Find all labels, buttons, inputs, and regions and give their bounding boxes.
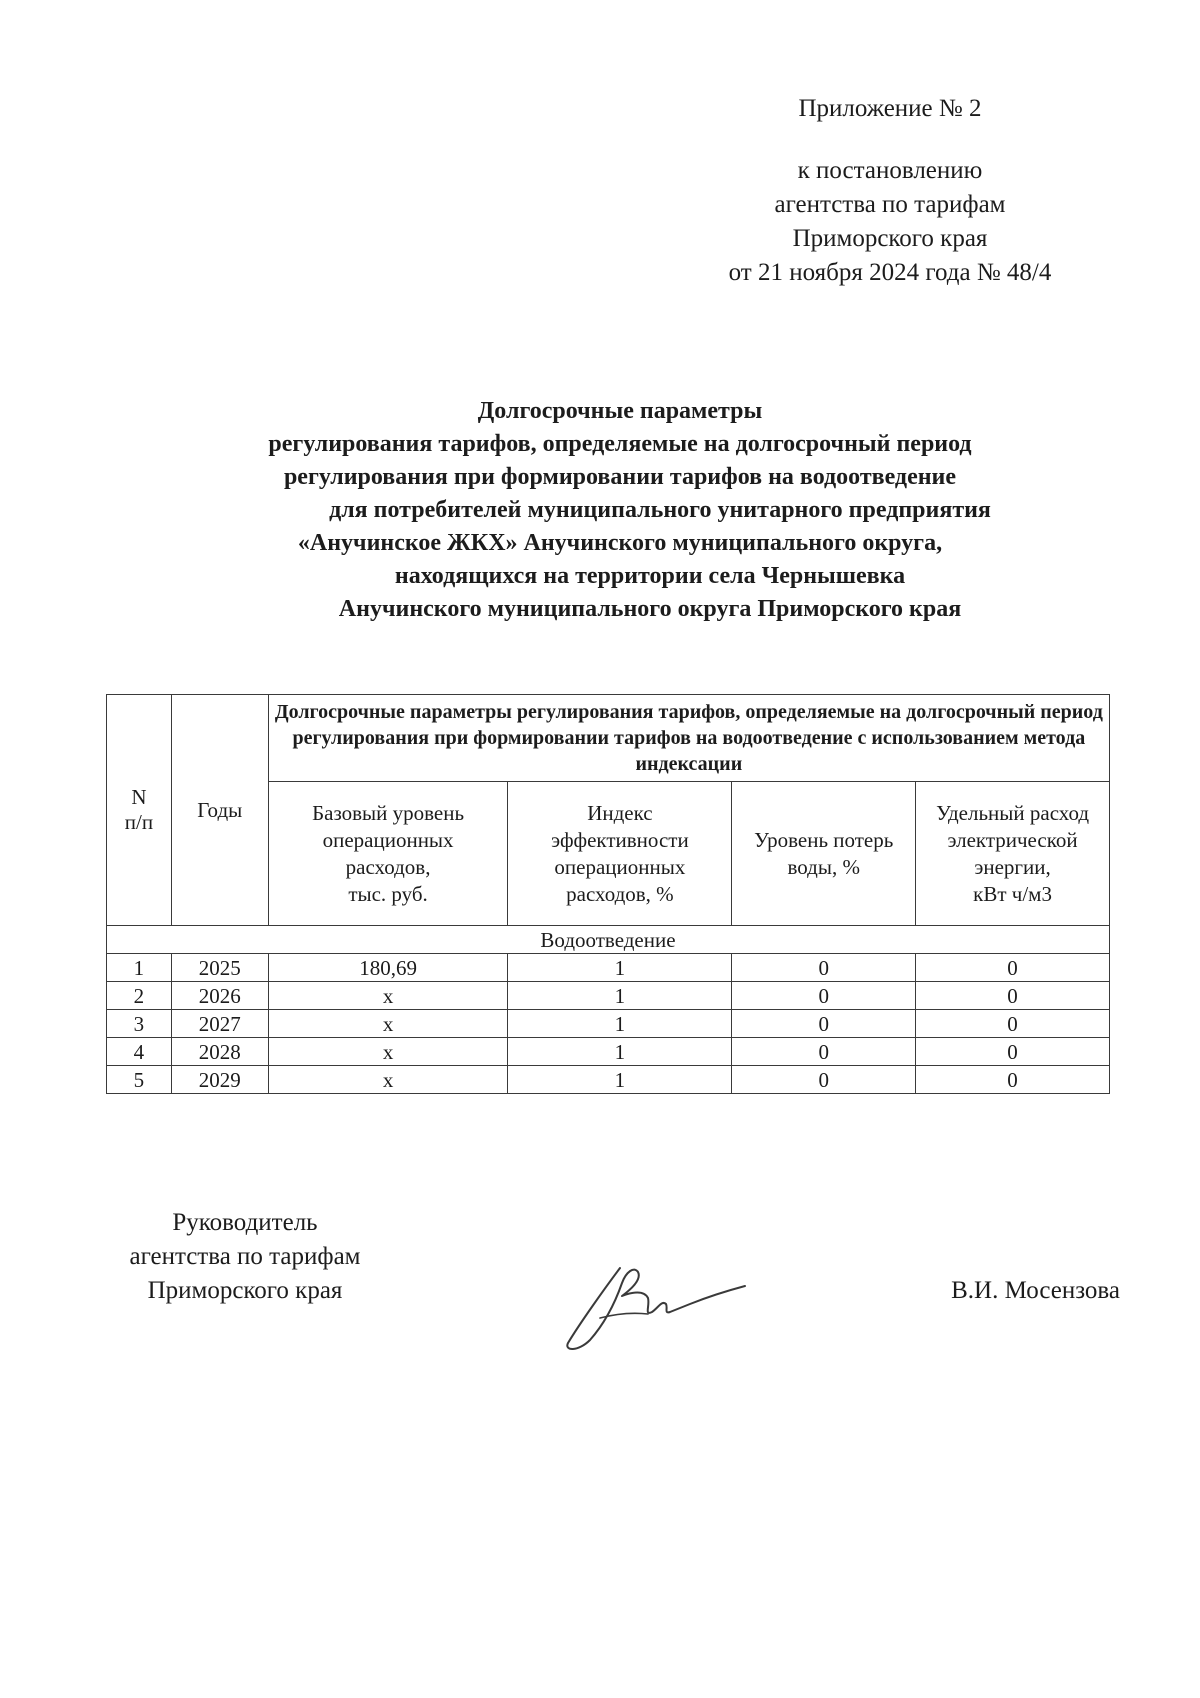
table-row [107, 1038, 1110, 1066]
annex-date-line: от 21 ноября 2024 года № 48/4 [728, 259, 1052, 286]
annex-line: агентства по тарифам [774, 191, 1006, 218]
cell-index: 1 [508, 1066, 732, 1094]
header-group: Долгосрочные параметры регулирования тарифов, определяемые на долгосрочный период регулирования при формировании тарифов на водоотведение с использованием метода индексации [268, 695, 1109, 782]
cell-base: x [268, 1038, 508, 1066]
cell-year: 2025 [171, 954, 268, 982]
cell-losses: 0 [732, 1066, 916, 1094]
annex-line: к постановлению [797, 157, 983, 184]
signatory-role [110, 1206, 380, 1308]
role-line: Руководитель [172, 1209, 318, 1236]
table-row [107, 954, 1110, 982]
cell-index: 1 [508, 1010, 732, 1038]
role-line: агентства по тарифам [129, 1243, 361, 1270]
cell-base: 180,69 [268, 954, 508, 982]
cell-year: 2028 [171, 1038, 268, 1066]
cell-year: 2027 [171, 1010, 268, 1038]
title-line: регулирования тарифов, определяемые на долгосрочный период [268, 431, 972, 457]
cell-index: 1 [508, 954, 732, 982]
header-energy-consumption: Удельный расход электрической энергии, кВт ч/м3 [916, 782, 1110, 926]
cell-number: 1 [107, 954, 172, 982]
header-efficiency-index: Индекс эффективности операционных расходов, % [508, 782, 732, 926]
cell-number: 3 [107, 1010, 172, 1038]
title-line: регулирования при формировании тарифов на водоотведение [283, 464, 957, 490]
annex-line: Приморского края [792, 225, 988, 252]
title-line: «Анучинское ЖКХ» Анучинского муниципального округа, [297, 530, 943, 556]
cell-base: x [268, 1010, 508, 1038]
title-line: находящихся на территории села Чернышевка [394, 563, 906, 589]
cell-year: 2026 [171, 982, 268, 1010]
cell-number: 2 [107, 982, 172, 1010]
cell-year: 2029 [171, 1066, 268, 1094]
header-year: Годы [171, 695, 268, 926]
cell-losses: 0 [732, 1010, 916, 1038]
cell-base: x [268, 982, 508, 1010]
annex-block [700, 92, 1080, 290]
header-base-level: Базовый уровень операционных расходов, тыс. руб. [268, 782, 508, 926]
document-title [150, 395, 1090, 626]
table-row [107, 982, 1110, 1010]
cell-index: 1 [508, 982, 732, 1010]
cell-energy: 0 [916, 954, 1110, 982]
cell-energy: 0 [916, 982, 1110, 1010]
table-row [107, 1066, 1110, 1094]
cell-number: 4 [107, 1038, 172, 1066]
cell-number: 5 [107, 1066, 172, 1094]
section-row: Водоотведение [107, 926, 1110, 954]
header-number: N п/п [107, 695, 172, 926]
annex-title: Приложение № 2 [798, 95, 982, 122]
table-row [107, 1010, 1110, 1038]
role-line: Приморского края [147, 1277, 343, 1304]
signatory-name: В.И. Мосензова [951, 1277, 1120, 1304]
header-water-losses: Уровень потерь воды, % [732, 782, 916, 926]
handwritten-signature [560, 1248, 750, 1358]
cell-index: 1 [508, 1038, 732, 1066]
cell-losses: 0 [732, 954, 916, 982]
title-line: для потребителей муниципального унитарного предприятия [329, 497, 991, 523]
cell-losses: 0 [732, 1038, 916, 1066]
cell-losses: 0 [732, 982, 916, 1010]
cell-energy: 0 [916, 1066, 1110, 1094]
cell-base: x [268, 1066, 508, 1094]
title-line: Анучинского муниципального округа Приморского края [338, 596, 962, 622]
title-line: Долгосрочные параметры [477, 398, 763, 424]
parameters-table [106, 694, 1110, 1094]
cell-energy: 0 [916, 1038, 1110, 1066]
cell-energy: 0 [916, 1010, 1110, 1038]
